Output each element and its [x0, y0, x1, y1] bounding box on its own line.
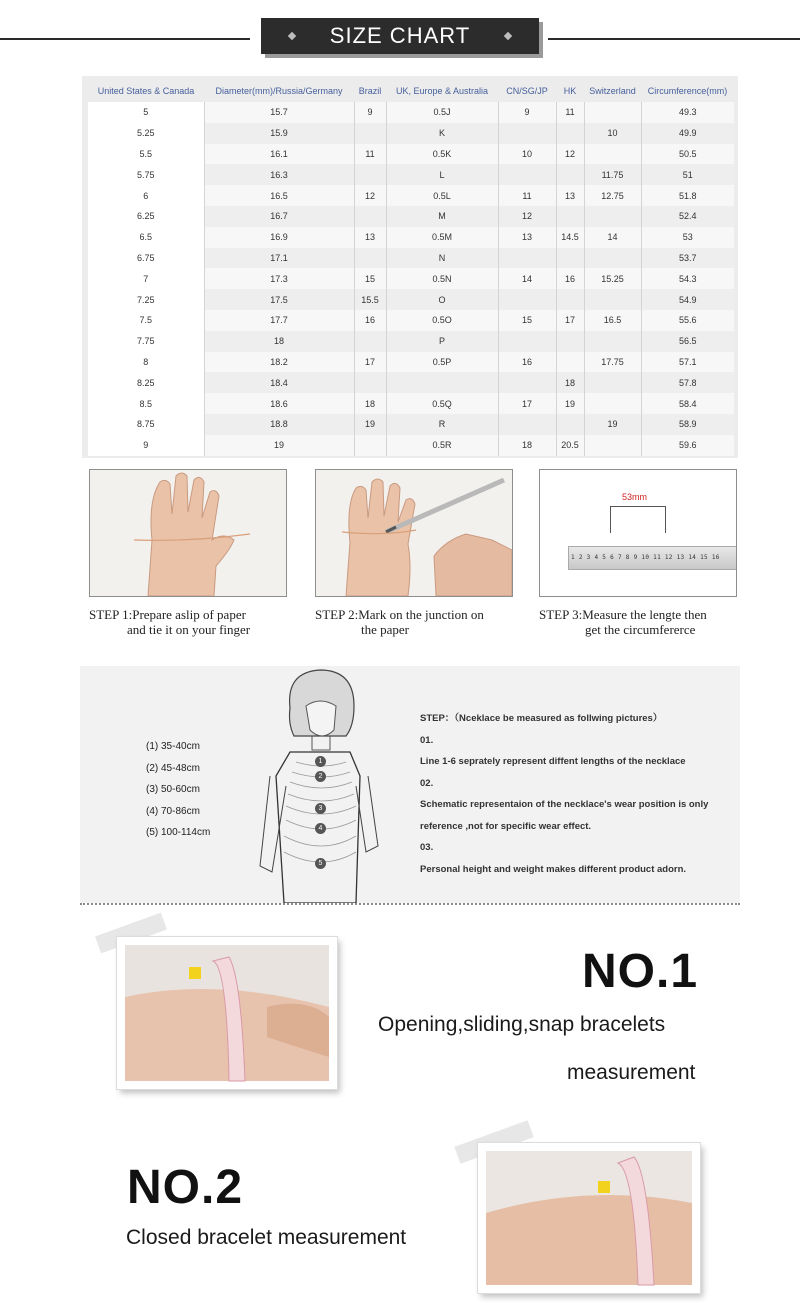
step1-caption-line2: and tie it on your finger	[127, 622, 251, 637]
table-cell: 14	[584, 227, 641, 248]
table-row	[88, 414, 734, 435]
table-cell: 10	[498, 144, 556, 165]
table-cell: 8.75	[88, 414, 204, 435]
table-header-cell: UK, Europe & Australia	[395, 86, 489, 96]
table-cell: 5.5	[88, 144, 204, 165]
table-cell: 20.5	[556, 435, 584, 456]
table-cell	[556, 123, 584, 144]
table-cell: 19	[584, 414, 641, 435]
table-cell	[556, 248, 584, 269]
table-cell: 16.9	[204, 227, 354, 248]
table-cell: N	[386, 248, 498, 269]
table-cell: 16.1	[204, 144, 354, 165]
table-cell	[354, 206, 386, 227]
table-cell: 11	[556, 102, 584, 123]
table-cell: 56.5	[641, 331, 734, 352]
table-row	[88, 144, 734, 165]
table-cell: 0.5J	[386, 102, 498, 123]
necklace-marker-3: 3	[315, 803, 326, 814]
header-rule-left	[0, 38, 250, 40]
table-cell: 18	[354, 393, 386, 414]
table-header-cell: Circumference(mm)	[647, 86, 728, 96]
table-cell	[584, 289, 641, 310]
table-cell: 15.9	[204, 123, 354, 144]
diamond-icon	[504, 32, 512, 40]
diamond-icon	[288, 32, 296, 40]
necklace-marker-1: 1	[315, 756, 326, 767]
table-cell: 16.3	[204, 164, 354, 185]
table-row	[88, 372, 734, 393]
bracelet2-subtitle: Closed bracelet measurement	[126, 1226, 407, 1249]
table-cell: 6.5	[88, 227, 204, 248]
ruler	[568, 546, 737, 570]
table-row	[88, 268, 734, 289]
table-cell: 0.5K	[386, 144, 498, 165]
table-cell: 8.25	[88, 372, 204, 393]
table-cell: 9	[354, 102, 386, 123]
table-cell: 7.25	[88, 289, 204, 310]
necklace-length-list	[146, 736, 210, 844]
table-cell: 9	[88, 435, 204, 456]
table-row	[88, 393, 734, 414]
table-cell	[556, 414, 584, 435]
necklace-step-heading: STEP：（Nceklace be measured as follwing pictures）	[420, 713, 663, 724]
step1-caption-line1: STEP 1:Prepare aslip of paper	[89, 607, 246, 622]
bracelet1-photo	[117, 937, 337, 1089]
table-cell: 9	[498, 102, 556, 123]
table-cell: 17.5	[204, 289, 354, 310]
table-row	[88, 435, 734, 456]
table-row	[88, 185, 734, 206]
table-cell: 13	[498, 227, 556, 248]
table-cell	[498, 248, 556, 269]
table-cell: 11	[354, 144, 386, 165]
table-cell	[354, 372, 386, 393]
table-cell: 11.75	[584, 164, 641, 185]
bracelet1-subtitle-line1: Opening,sliding,snap bracelets	[378, 1013, 666, 1036]
table-cell	[498, 289, 556, 310]
table-cell: 16	[354, 310, 386, 331]
table-cell	[354, 123, 386, 144]
table-cell: 12	[498, 206, 556, 227]
table-cell: K	[386, 123, 498, 144]
table-cell	[584, 248, 641, 269]
table-cell: 15	[354, 268, 386, 289]
table-cell: 16	[556, 268, 584, 289]
size-table	[88, 80, 734, 456]
wrist-tape-icon	[117, 937, 337, 1089]
table-cell	[498, 372, 556, 393]
bracelet2-title: NO.2	[127, 1161, 244, 1214]
table-cell	[584, 331, 641, 352]
table-cell: 18	[204, 331, 354, 352]
table-cell: 13	[556, 185, 584, 206]
table-cell: 49.3	[641, 102, 734, 123]
table-cell: 18.6	[204, 393, 354, 414]
necklace-length-item: (4) 70-86cm	[146, 805, 200, 817]
table-cell	[584, 393, 641, 414]
table-cell: 0.5N	[386, 268, 498, 289]
table-cell: 17.1	[204, 248, 354, 269]
step3-caption-line2: get the circumfererce	[585, 622, 696, 637]
table-row	[88, 310, 734, 331]
table-header-cell: Brazil	[358, 86, 382, 96]
table-cell: 19	[354, 414, 386, 435]
table-cell	[584, 372, 641, 393]
table-cell: 0.5O	[386, 310, 498, 331]
table-cell	[556, 352, 584, 373]
table-cell: 58.9	[641, 414, 734, 435]
table-cell: 17.75	[584, 352, 641, 373]
table-cell	[354, 435, 386, 456]
table-cell: 17	[556, 310, 584, 331]
necklace-text-line: 02.	[420, 777, 434, 789]
table-cell: 57.8	[641, 372, 734, 393]
ruler-bracket	[610, 506, 666, 533]
table-row	[88, 352, 734, 373]
table-cell	[498, 414, 556, 435]
table-body	[88, 102, 734, 456]
table-cell: 0.5R	[386, 435, 498, 456]
hand-with-paper-icon	[90, 470, 286, 596]
table-cell: 54.9	[641, 289, 734, 310]
table-cell: 15	[498, 310, 556, 331]
ruler-numbers: 1 2 3 4 5 6 7 8 9 10 11 12 13 14 15 16	[571, 554, 720, 561]
table-header-row	[88, 80, 734, 102]
table-cell: L	[386, 164, 498, 185]
table-cell: 15.7	[204, 102, 354, 123]
table-cell: 18.4	[204, 372, 354, 393]
table-cell: 6.75	[88, 248, 204, 269]
table-cell	[498, 164, 556, 185]
step3-image	[539, 469, 737, 597]
table-cell: 6.25	[88, 206, 204, 227]
necklace-instructions	[420, 708, 735, 880]
table-cell	[498, 331, 556, 352]
table-cell: 17	[498, 393, 556, 414]
table-cell: 17.7	[204, 310, 354, 331]
table-cell: 59.6	[641, 435, 734, 456]
table-cell: 18.2	[204, 352, 354, 373]
step3-caption-line1: STEP 3:Measure the lengte then	[539, 607, 707, 622]
table-cell	[556, 206, 584, 227]
table-header-cell: HK	[563, 86, 577, 96]
table-cell	[354, 164, 386, 185]
table-header-cell: Diameter(mm)/Russia/Germany	[215, 86, 343, 96]
bracelet1-title: NO.1	[582, 945, 699, 998]
table-row	[88, 227, 734, 248]
necklace-text-line: Line 1-6 seprately represent diffent lengths of the necklace	[420, 756, 686, 767]
table-cell: 5	[88, 102, 204, 123]
table-cell: 8.5	[88, 393, 204, 414]
table-cell: 15.25	[584, 268, 641, 289]
table-cell	[386, 372, 498, 393]
table-cell: 51.8	[641, 185, 734, 206]
table-row	[88, 248, 734, 269]
table-cell: 5.25	[88, 123, 204, 144]
table-cell: P	[386, 331, 498, 352]
necklace-length-item: (5) 100-114cm	[146, 827, 211, 838]
necklace-text-line: Schematic representaion of the necklace's wear position is only	[420, 799, 709, 810]
table-row	[88, 331, 734, 352]
table-row	[88, 102, 734, 123]
table-cell: 16.5	[204, 185, 354, 206]
table-cell: 10	[584, 123, 641, 144]
table-cell: O	[386, 289, 498, 310]
header-rule-right	[548, 38, 800, 40]
hand-with-pen-icon	[316, 470, 512, 596]
table-cell: 16.5	[584, 310, 641, 331]
necklace-text-line: Personal height and weight makes different product adorn.	[420, 863, 687, 875]
necklace-length-item: (3) 50-60cm	[146, 784, 200, 795]
table-cell	[584, 206, 641, 227]
table-cell: 16.7	[204, 206, 354, 227]
table-row	[88, 123, 734, 144]
table-cell: 57.1	[641, 352, 734, 373]
step3-caption	[539, 607, 707, 637]
table-cell: 5.75	[88, 164, 204, 185]
table-cell: 50.5	[641, 144, 734, 165]
table-cell: 53	[641, 227, 734, 248]
table-cell	[556, 289, 584, 310]
necklace-marker-2: 2	[315, 771, 326, 782]
section-divider	[80, 903, 740, 905]
table-cell: 16	[498, 352, 556, 373]
table-cell: 18.8	[204, 414, 354, 435]
table-header-cell: CN/SG/JP	[506, 86, 548, 96]
table-cell: 58.4	[641, 393, 734, 414]
necklace-length-item: (2) 45-48cm	[146, 762, 200, 774]
table-cell: 0.5P	[386, 352, 498, 373]
table-cell	[556, 164, 584, 185]
table-cell: 0.5M	[386, 227, 498, 248]
page-title: SIZE CHART	[329, 23, 471, 48]
step1-image	[89, 469, 287, 597]
table-cell: 7.75	[88, 331, 204, 352]
ruler-measure-label: 53mm	[622, 492, 648, 502]
bracelet2-photo	[478, 1143, 700, 1293]
table-header-cell: Switzerland	[589, 86, 636, 96]
step1-caption	[89, 607, 250, 637]
table-cell: 19	[556, 393, 584, 414]
necklace-length-item: (1) 35-40cm	[146, 741, 200, 752]
step2-caption-line2: the paper	[361, 622, 410, 637]
table-cell: 53.7	[641, 248, 734, 269]
table-cell: 14.5	[556, 227, 584, 248]
size-table-panel	[82, 76, 738, 458]
table-cell	[556, 331, 584, 352]
table-cell: 11	[498, 185, 556, 206]
table-cell	[354, 248, 386, 269]
table-cell	[498, 123, 556, 144]
table-cell: 52.4	[641, 206, 734, 227]
table-header-cell: United States & Canada	[97, 86, 195, 96]
wrist-tape-icon	[478, 1143, 700, 1293]
table-cell: M	[386, 206, 498, 227]
size-chart-banner	[261, 18, 539, 54]
table-cell: R	[386, 414, 498, 435]
bracelet1-subtitle-line2: measurement	[567, 1061, 696, 1084]
table-cell: 18	[556, 372, 584, 393]
table-cell: 12	[556, 144, 584, 165]
table-cell: 49.9	[641, 123, 734, 144]
table-cell: 0.5Q	[386, 393, 498, 414]
table-cell: 51	[641, 164, 734, 185]
table-cell	[584, 144, 641, 165]
table-cell: 12.75	[584, 185, 641, 206]
necklace-marker-5: 5	[315, 858, 326, 869]
table-cell: 19	[204, 435, 354, 456]
necklace-panel	[80, 666, 740, 903]
necklace-text-line: 01.	[420, 734, 434, 746]
table-cell: 55.6	[641, 310, 734, 331]
necklace-text-line: reference ,not for specific wear effect.	[420, 820, 592, 832]
step2-image	[315, 469, 513, 597]
necklace-text-line: 03.	[420, 842, 434, 853]
table-cell: 7	[88, 268, 204, 289]
woman-silhouette-icon	[250, 666, 420, 903]
table-row	[88, 289, 734, 310]
table-cell: 17	[354, 352, 386, 373]
table-cell: 8	[88, 352, 204, 373]
table-cell: 13	[354, 227, 386, 248]
table-row	[88, 164, 734, 185]
table-cell: 18	[498, 435, 556, 456]
step2-caption	[315, 607, 484, 637]
step2-caption-line1: STEP 2:Mark on the junction on	[315, 607, 484, 622]
table-cell	[354, 331, 386, 352]
necklace-marker-4: 4	[315, 823, 326, 834]
table-row	[88, 206, 734, 227]
table-cell: 54.3	[641, 268, 734, 289]
table-cell: 17.3	[204, 268, 354, 289]
table-cell: 7.5	[88, 310, 204, 331]
table-cell	[584, 435, 641, 456]
table-cell: 15.5	[354, 289, 386, 310]
table-cell: 12	[354, 185, 386, 206]
table-cell: 0.5L	[386, 185, 498, 206]
table-cell: 6	[88, 185, 204, 206]
table-cell: 14	[498, 268, 556, 289]
table-cell	[584, 102, 641, 123]
